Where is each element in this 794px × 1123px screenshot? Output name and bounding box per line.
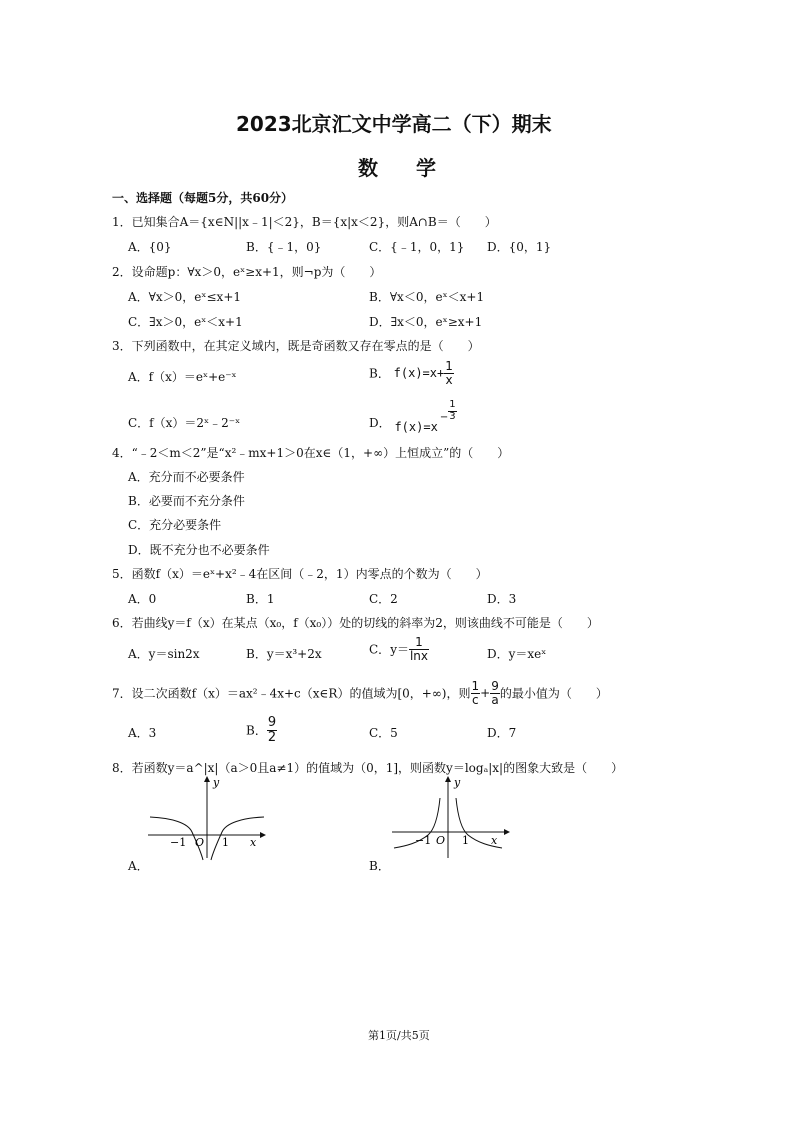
q3-option-c[interactable]: C．f（x）＝2ˣ﹣2⁻ˣ [128,416,241,430]
question-1-stem: 1．已知集合A＝{x∈N||x﹣1|＜2}，B＝{x|x＜2}，则A∩B＝（ ） [112,215,497,229]
q3-option-d-exponent [440,400,457,422]
fraction-denominator: 2 [267,729,277,745]
tick-label-1: 1 [462,834,469,847]
exponent-fraction [448,400,456,422]
q6-option-b[interactable]: B．y＝x³+2x [246,647,322,661]
fraction-denominator: lnx [409,648,429,663]
q7-plus: + [480,686,491,701]
q7-option-c[interactable]: C．5 [369,726,398,740]
y-axis-label: y [213,776,220,789]
q4-option-c[interactable]: C．充分必要条件 [128,518,222,532]
q1-option-a[interactable]: A．{0} [128,240,172,254]
q7-fraction-1 [471,680,481,706]
q5-option-d[interactable]: D．3 [487,592,517,606]
fraction-numerator: 1 [409,636,429,650]
q8-graph-b[interactable] [388,772,518,862]
fraction-numerator: 1 [471,679,480,693]
question-7-stem [112,680,608,706]
fraction-numerator: 1 [445,359,453,373]
q3-option-b-fraction [444,360,454,386]
q7-option-a[interactable]: A．3 [128,726,157,740]
q2-option-d[interactable]: D．∃x＜0，eˣ≥x+1 [369,315,483,329]
x-axis-label: x [250,836,257,849]
q6-option-c-expr: y＝ [390,642,409,657]
q3-option-a[interactable]: A．f（x）＝eˣ+e⁻ˣ [128,370,237,384]
x-axis-label: x [491,834,498,847]
y-axis-arrow [204,776,210,782]
q8-option-a[interactable]: A． [128,859,149,873]
q3-option-b-label: B． [369,366,390,381]
q6-option-c-label: C． [369,642,391,657]
q2-option-c[interactable]: C．∃x＞0，eˣ＜x+1 [128,315,243,329]
q2-option-b[interactable]: B．∀x＜0，eˣ＜x+1 [369,290,485,304]
q5-option-a[interactable]: A．0 [128,592,157,606]
tick-label-neg1: −1 [170,836,187,849]
fraction-numerator: 9 [267,715,277,730]
q6-option-c-fraction [409,636,429,662]
page-footer: 第1页/共5页 [368,1029,430,1042]
q4-option-d[interactable]: D．既不充分也不必要条件 [128,543,270,557]
origin-label: O [195,836,205,849]
fraction-numerator: 1 [449,399,456,410]
y-axis-arrow [445,776,451,782]
x-axis-arrow [260,832,266,838]
q7-option-b-fraction [267,716,277,744]
q3-option-b-expr: f(x)=x+ [393,366,445,381]
tick-label-1: 1 [222,836,229,849]
q6-option-d[interactable]: D．y＝xeˣ [487,647,547,661]
q1-option-d[interactable]: D．{0，1} [487,240,552,254]
q7-stem-tail: 的最小值为（ ） [499,686,608,701]
tick-label-neg1: −1 [415,834,432,847]
fraction-denominator: a [491,692,499,707]
q7-stem-text: 7．设二次函数f（x）＝ax²﹣4x+c（x∈R）的值域为[0，+∞)，则 [112,686,471,701]
x-axis-arrow [504,829,510,835]
fraction-denominator: c [472,692,479,707]
section-heading: 一、选择题（每题5分，共60分） [112,191,294,205]
origin-label: O [436,834,446,847]
question-3-stem: 3．下列函数中，在其定义域内，既是奇函数又存在零点的是（ ） [112,339,480,353]
exponent-sign: − [439,412,449,423]
q4-option-a[interactable]: A．充分而不必要条件 [128,470,245,484]
question-6-stem: 6．若曲线y＝f（x）在某点（x₀，f（x₀））处的切线的斜率为2，则该曲线不可能是（ ） [112,616,599,630]
q2-option-a[interactable]: A．∀x＞0，eˣ≤x+1 [128,290,242,304]
question-5-stem: 5．函数f（x）＝eˣ+x²﹣4在区间（﹣2，1）内零点的个数为（ ） [112,567,488,581]
q1-option-c[interactable]: C．{﹣1，0，1} [369,240,465,254]
q4-option-b[interactable]: B．必要而不充分条件 [128,494,245,508]
fraction-denominator: 3 [449,410,456,422]
q7-option-d[interactable]: D．7 [487,726,517,740]
q7-option-b[interactable] [246,716,277,744]
y-axis-label: y [454,776,461,789]
q5-option-b[interactable]: B．1 [246,592,275,606]
question-8-stem: 8．若函数y＝a^|x|（a＞0且a≠1）的值域为（0，1]，则函数y＝logₐ|x|的图象大致是（ ） [112,761,624,775]
page-title: 2023北京汇文中学高二（下）期末 [236,112,552,136]
fraction-denominator: x [445,372,453,387]
page-subtitle: 数学 [358,156,474,180]
q1-option-b[interactable]: B．{﹣1，0} [246,240,322,254]
q3-option-d[interactable] [369,399,457,434]
q7-option-b-label: B． [246,723,267,738]
fraction-numerator: 9 [491,679,499,693]
q5-option-c[interactable]: C．2 [369,592,398,606]
q3-option-d-label: D． [369,416,391,430]
q7-fraction-2 [490,680,500,706]
q3-option-b[interactable] [369,360,454,386]
q6-option-c[interactable] [369,636,429,662]
q8-option-b[interactable]: B． [369,859,390,873]
question-4-stem: 4．“﹣2＜m＜2”是“x²﹣mx+1＞0在x∈（1，+∞）上恒成立”的（ ） [112,446,510,460]
q8-graph-a[interactable] [140,772,270,862]
question-2-stem: 2．设命题p：∀x＞0，eˣ≥x+1，则¬p为（ ） [112,265,382,279]
q6-option-a[interactable]: A．y＝sin2x [128,647,200,661]
q3-option-d-base: f(x)=x [394,420,438,434]
